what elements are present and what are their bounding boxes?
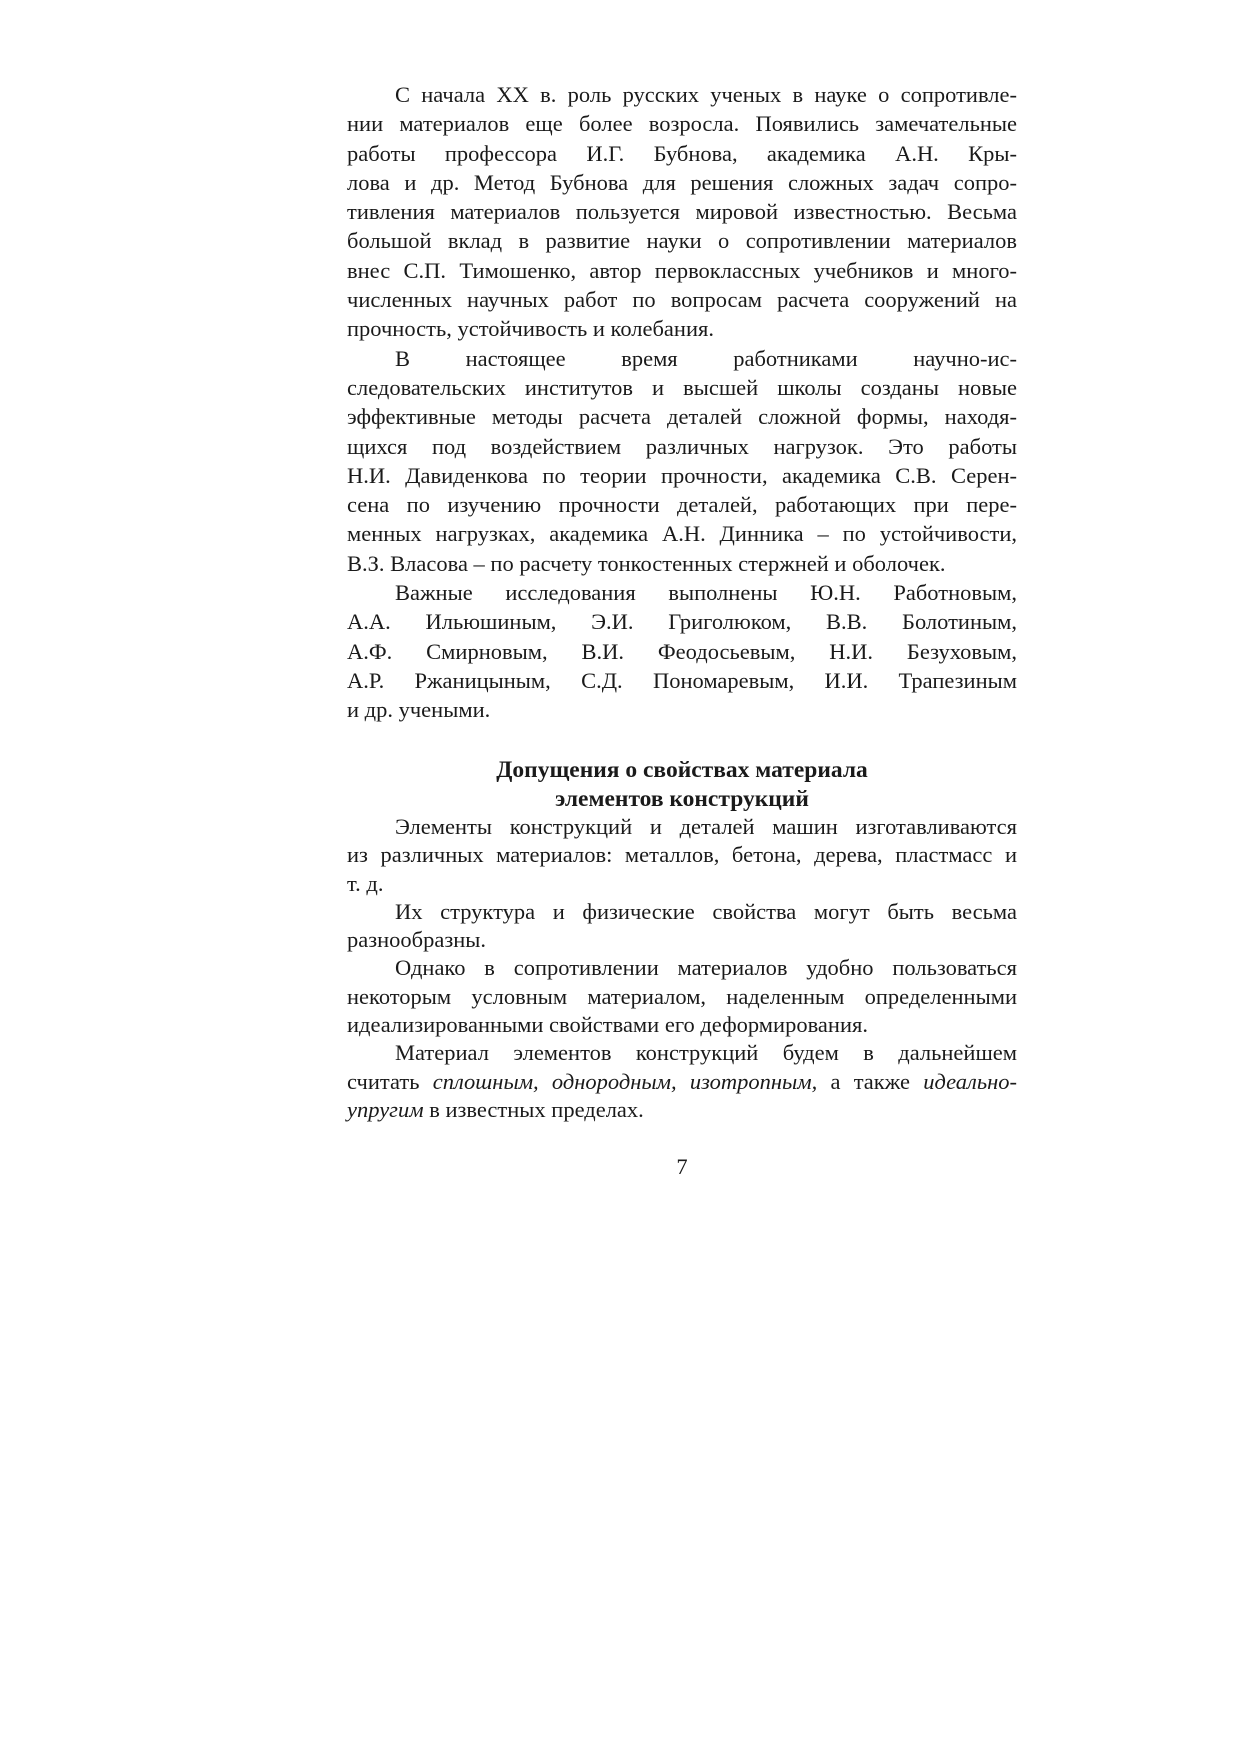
text-run: щихся под воздействием различных нагрузок. Это работы (347, 433, 1017, 459)
text-line (347, 1096, 1017, 1124)
text-line (347, 983, 1017, 1011)
body-text-section-2 (347, 813, 1017, 1124)
heading-line-1: Допущения о свойствах материала (496, 757, 868, 783)
italic-term: идеально- (923, 1068, 1017, 1094)
text-run: а также (817, 1068, 924, 1094)
text-run: менных нагрузках, академика А.Н. Динника – по устойчивости, (347, 521, 1017, 547)
text-run: Н.И. Давиденкова по теории прочности, академика С.В. Серен- (347, 462, 1017, 488)
text-line (347, 954, 1017, 982)
text-run: С начала XX в. роль русских ученых в науке о сопротивле- (395, 82, 1017, 107)
section-heading (347, 756, 1017, 814)
body-text-section-1 (347, 80, 1017, 725)
text-run: эффективные методы расчета деталей сложной формы, находя- (347, 404, 1017, 430)
text-run: А.Ф. Смирновым, В.И. Феодосьевым, Н.И. Безуховым, (347, 638, 1017, 664)
text-run: Элементы конструкций и деталей машин изготавливаются (395, 814, 1017, 839)
text-line (347, 432, 1017, 461)
text-run: большой вклад в развитие науки о сопротивлении материалов (347, 228, 1017, 254)
text-line (347, 373, 1017, 402)
text-line (347, 1039, 1017, 1067)
text-run: лова и др. Метод Бубнова для решения сложных задач сопро- (347, 169, 1017, 195)
text-line (347, 549, 1017, 578)
text-line (347, 344, 1017, 373)
paragraph (347, 1039, 1017, 1124)
text-line (347, 197, 1017, 226)
paragraph (347, 813, 1017, 898)
text-line (347, 314, 1017, 343)
text-run: тивления материалов пользуется мировой известностью. Весьма (347, 199, 1017, 225)
text-run: т. д. (347, 870, 384, 896)
text-run: в известных пределах. (423, 1096, 644, 1122)
text-line (347, 898, 1017, 926)
text-run: В.З. Власова – по расчету тонкостенных стержней и оболочек. (347, 550, 946, 576)
text-run: сена по изучению прочности деталей, работающих при пере- (347, 492, 1017, 518)
text-line (347, 813, 1017, 841)
paragraph (347, 954, 1017, 1039)
text-run: А.А. Ильюшиным, Э.И. Григолюком, В.В. Болотиным, (347, 609, 1017, 635)
text-line (347, 870, 1017, 898)
text-run: и др. учеными. (347, 697, 491, 723)
text-run: нии материалов еще более возросла. Появились замечательные (347, 111, 1017, 137)
text-line (347, 578, 1017, 607)
paragraph (347, 80, 1017, 344)
text-run: разнообразны. (347, 927, 487, 953)
italic-term: упругим (347, 1096, 424, 1122)
text-line (347, 109, 1017, 138)
text-run: из различных материалов: металлов, бетона, дерева, пластмасс и (347, 842, 1017, 868)
text-line (347, 841, 1017, 869)
text-run: идеализированными свойствами его деформирования. (347, 1012, 868, 1038)
text-run: А.Р. Ржаницыным, С.Д. Пономаревым, И.И. Трапезиным (347, 667, 1017, 693)
text-line (347, 490, 1017, 519)
text-run: прочность, устойчивость и колебания. (347, 316, 714, 342)
text-line (347, 1011, 1017, 1039)
paragraph (347, 578, 1017, 724)
text-run: внес С.П. Тимошенко, автор первоклассных учебников и много- (347, 257, 1017, 283)
page-number: 7 (676, 1154, 688, 1179)
text-run: Их структура и физические свойства могут быть весьма (395, 898, 1017, 924)
text-line (347, 226, 1017, 255)
text-line (347, 402, 1017, 431)
text-run: В настоящее время работниками научно-ис- (395, 345, 1017, 371)
text-line (347, 139, 1017, 168)
text-line (347, 607, 1017, 636)
text-run: считать (347, 1068, 433, 1094)
heading-line-2: элементов конструкций (555, 786, 809, 812)
text-run: работы профессора И.Г. Бубнова, академика А.Н. Кры- (347, 140, 1017, 166)
text-run: следовательских институтов и высшей школы созданы новые (347, 374, 1017, 400)
text-run: численных научных работ по вопросам расчета сооружений на (347, 287, 1017, 313)
text-line (347, 1068, 1017, 1096)
text-line (347, 666, 1017, 695)
text-line (347, 285, 1017, 314)
text-line (347, 256, 1017, 285)
text-run: Однако в сопротивлении материалов удобно пользоваться (395, 955, 1017, 981)
text-line (347, 461, 1017, 490)
text-run: Важные исследования выполнены Ю.Н. Работновым, (395, 580, 1017, 606)
paragraph (347, 344, 1017, 578)
text-line (347, 519, 1017, 548)
italic-term: сплошным, однородным, изотропным, (432, 1068, 818, 1094)
paragraph (347, 898, 1017, 955)
text-run: Материал элементов конструкций будем в дальнейшем (395, 1040, 1017, 1066)
text-line (347, 926, 1017, 954)
text-line (347, 637, 1017, 666)
text-run: некоторым условным материалом, наделенным определенными (347, 983, 1017, 1009)
text-line (347, 695, 1017, 724)
text-line (347, 168, 1017, 197)
text-line (347, 80, 1017, 109)
